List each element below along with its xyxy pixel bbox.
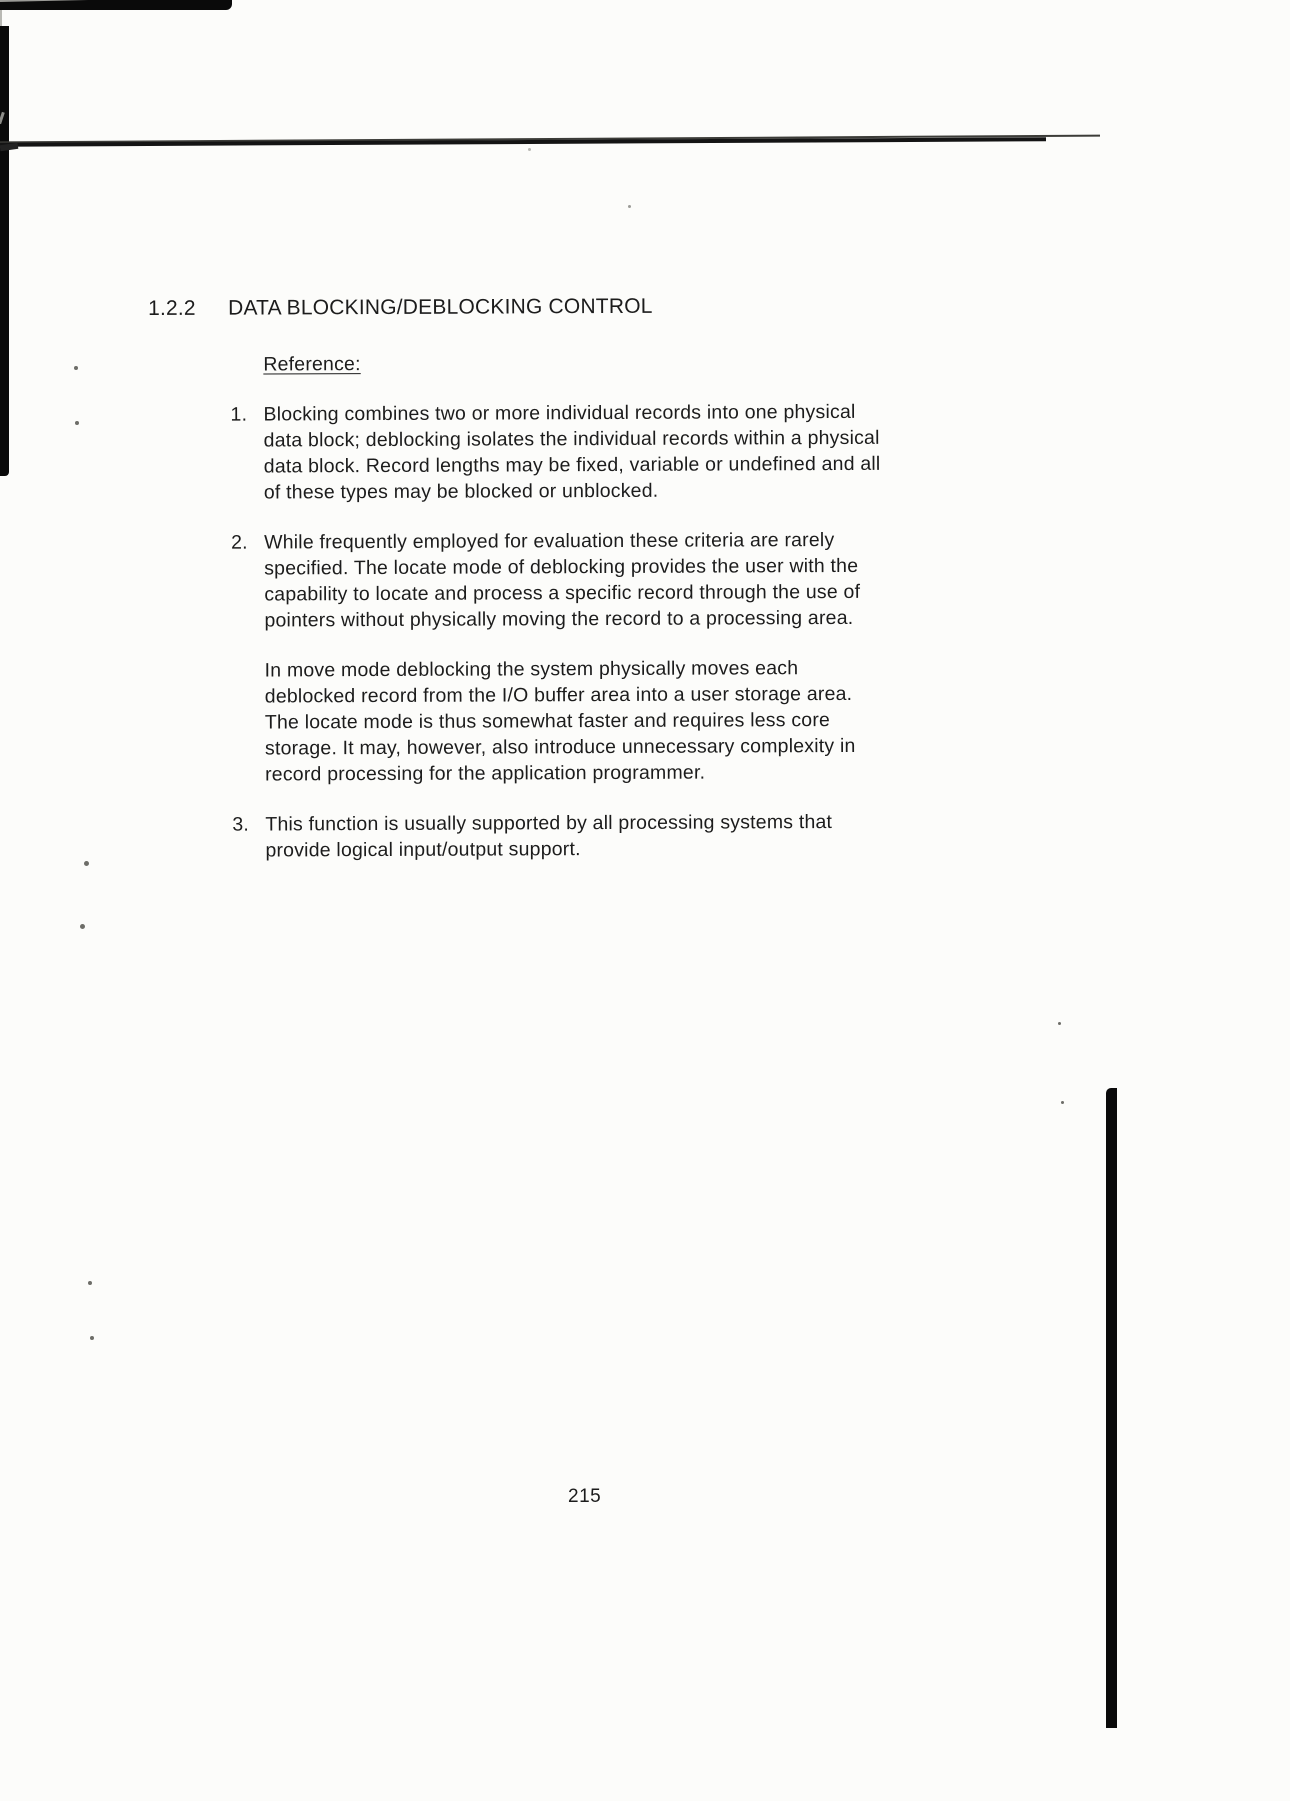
scan-speck bbox=[88, 1281, 92, 1285]
section-number: 1.2.2 bbox=[148, 296, 196, 320]
scan-artifact-left-bar bbox=[0, 26, 9, 476]
scan-speck bbox=[84, 861, 89, 866]
document-content bbox=[148, 293, 895, 864]
scan-speck bbox=[528, 148, 531, 151]
list-item-number: 1. bbox=[230, 403, 248, 426]
list-item-number: 3. bbox=[232, 813, 250, 836]
section-heading bbox=[148, 293, 893, 322]
list-item-number: 2. bbox=[231, 531, 248, 554]
scan-speck bbox=[80, 924, 85, 929]
paragraph: Blocking combines two or more individual records into one physical data block; deblocking isolates the individual records within a physical data block. Record lengths may be fixed, variable or undefined and all of these types may be blocked or unblocked. bbox=[263, 400, 881, 504]
scan-speck bbox=[90, 1336, 94, 1340]
list-item-body bbox=[264, 527, 885, 788]
paragraph: In move mode deblocking the system physically moves each deblocked record from the I/O buffer area into a user storage area. The locate mode is thus somewhat faster and requires less core storage. It may, however, also introduce unnecessary complexity in record processing for the application programmer. bbox=[264, 657, 856, 786]
scan-speck bbox=[1061, 1101, 1064, 1104]
list-item bbox=[150, 809, 895, 864]
scan-artifact-top-left bbox=[0, 0, 232, 10]
paragraph: While frequently employed for evaluation these criteria are rarely specified. The locate mode of deblocking provides the user with the capability to locate and process a specific record through the use of pointers without physically moving the record to a processing area. bbox=[264, 529, 861, 632]
reference-label: Reference: bbox=[263, 353, 361, 376]
list-item-body bbox=[265, 809, 885, 864]
scan-speck bbox=[74, 366, 78, 370]
scan-speck bbox=[628, 205, 631, 208]
list-item-body bbox=[263, 399, 883, 506]
scan-speck bbox=[75, 421, 79, 425]
scan-artifact-right-bar bbox=[1106, 1088, 1117, 1728]
page-number: 215 bbox=[568, 1486, 602, 1507]
scan-speck bbox=[1058, 1022, 1061, 1025]
paragraph: This function is usually supported by all processing systems that provide logical input/output support. bbox=[265, 811, 833, 862]
scan-artifact-bottom-left bbox=[0, 143, 18, 151]
section-title: DATA BLOCKING/DEBLOCKING CONTROL bbox=[228, 294, 653, 320]
list-item bbox=[148, 399, 893, 506]
list-item bbox=[149, 527, 895, 788]
